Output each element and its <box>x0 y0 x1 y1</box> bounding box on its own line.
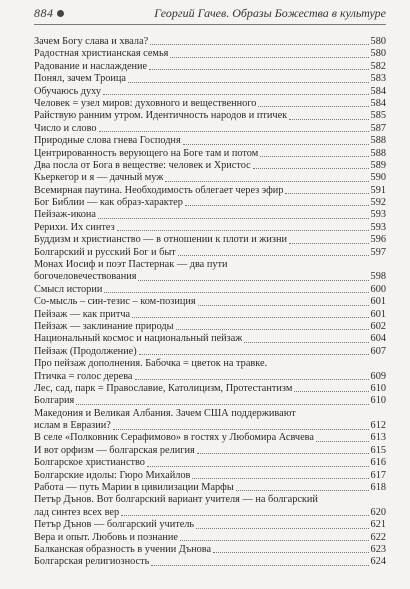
page-number: 884 <box>34 5 54 20</box>
toc-entry <box>34 234 386 246</box>
dot-leader <box>135 379 369 380</box>
toc-entry-title: Лес, сад, парк = Православие, Католицизм, Протестантизм <box>34 382 293 394</box>
dot-leader <box>260 156 368 157</box>
dot-leader <box>104 292 368 293</box>
toc-entry <box>34 48 386 60</box>
toc-entry-page: 602 <box>370 320 386 332</box>
toc-entry-title: Зачем Богу слава и хвала? <box>34 35 149 47</box>
toc-entry-title: Кьеркегор и я — дачный муж <box>34 172 164 184</box>
toc-entry <box>34 123 386 135</box>
dot-leader <box>197 453 369 454</box>
toc-entry-page: 588 <box>370 147 386 159</box>
toc-entry-page: 615 <box>370 444 386 456</box>
dot-leader <box>139 354 369 355</box>
toc-entry <box>34 544 386 556</box>
toc-entry-page: 593 <box>370 209 386 221</box>
toc-entry-page: 609 <box>370 370 386 382</box>
toc-entry-page: 590 <box>370 172 386 184</box>
toc-entry-page: 620 <box>370 506 386 518</box>
dot-leader <box>180 540 369 541</box>
dot-leader <box>258 106 368 107</box>
toc-entry <box>34 482 386 494</box>
toc-entry-title: лад синтез всех вер <box>34 506 120 518</box>
toc-entry <box>34 346 386 358</box>
toc-entry-page: 622 <box>370 531 386 543</box>
dot-leader <box>236 490 369 491</box>
toc-entry <box>34 333 386 345</box>
toc-entry-page: 598 <box>370 271 386 283</box>
running-title: Георгий Гачев. Образы Божества в культуре <box>154 5 386 20</box>
toc-entry <box>34 321 386 333</box>
toc-entry-title-line: Македония и Великая Албания. Зачем США поддерживают <box>34 407 296 419</box>
dot-leader <box>138 280 368 281</box>
toc-entry <box>34 433 386 445</box>
toc-entry <box>34 36 386 48</box>
toc-entry-title: Национальный космос и национальный пейзаж <box>34 333 243 345</box>
toc-entry-title: Пейзаж — заклинание природы <box>34 320 174 332</box>
dot-leader <box>165 181 368 182</box>
toc-entry <box>34 209 386 221</box>
toc-entry-page: 617 <box>370 469 386 481</box>
toc-entry-page: 580 <box>370 35 386 47</box>
toc-entry-page: 591 <box>370 184 386 196</box>
toc-entry-title-line: Петър Дънов. Вот болгарский вариант учителя — на болгарский <box>34 494 318 506</box>
dot-leader <box>76 404 368 405</box>
dot-leader <box>150 44 368 45</box>
toc-entry-title: ислам в Евразии? <box>34 420 111 432</box>
toc-entry <box>34 309 386 321</box>
dot-leader <box>196 528 368 529</box>
toc-entry-page: 604 <box>370 333 386 345</box>
dot-leader <box>149 69 368 70</box>
toc-entry <box>34 519 386 531</box>
dot-leader <box>316 441 369 442</box>
toc-entry-title: Работа — путь Марии в цивилизации Марфы <box>34 482 234 494</box>
dot-leader <box>99 131 369 132</box>
toc-entry-title: Центрированность верующего на Боге там и потом <box>34 147 259 159</box>
dot-leader <box>253 168 369 169</box>
toc-entry <box>34 296 386 308</box>
toc-entry-title: Обучаюсь духу <box>34 85 102 97</box>
toc-entry <box>34 86 386 98</box>
toc-entry-page: 587 <box>370 122 386 134</box>
toc-entry-page: 610 <box>370 382 386 394</box>
dot-leader <box>128 82 369 83</box>
dot-leader <box>121 515 368 516</box>
toc-entry <box>34 408 386 433</box>
toc-entry-title: Болгарское христианство <box>34 457 145 469</box>
header-rule <box>34 24 386 25</box>
running-header <box>34 2 386 24</box>
table-of-contents <box>34 36 386 589</box>
toc-entry-page: 584 <box>370 97 386 109</box>
toc-entry-title: В селе «Полковник Серафимово» в гостях у Любомира Асвчева <box>34 432 314 444</box>
toc-entry-page: 624 <box>370 556 386 568</box>
dot-leader <box>213 552 368 553</box>
toc-entry-title: Пейзаж-икона <box>34 209 96 221</box>
toc-entry-title: Два посла от Бога в веществе: человек и Христос <box>34 159 251 171</box>
toc-entry-page: 592 <box>370 197 386 209</box>
toc-entry-title-line: Про пейзаж дополнения. Бабочка = цветок на травке. <box>34 358 268 370</box>
toc-entry-page: 613 <box>370 432 386 444</box>
toc-entry-title: Балканская образность в учении Дънова <box>34 544 212 555</box>
toc-entry-title: Радостная христианская семья <box>34 48 169 60</box>
toc-entry <box>34 284 386 296</box>
toc-entry <box>34 556 386 568</box>
toc-entry <box>34 470 386 482</box>
toc-entry-title: Болгария <box>34 395 75 407</box>
toc-entry <box>34 259 386 284</box>
toc-entry-page: 582 <box>370 60 386 72</box>
toc-entry <box>34 160 386 172</box>
toc-entry-page: 601 <box>370 296 386 308</box>
toc-entry-title: Человек = узел миров: духовного и вещественного <box>34 97 257 109</box>
toc-entry-page: 585 <box>370 110 386 122</box>
toc-entry <box>34 185 386 197</box>
dot-leader <box>244 342 368 343</box>
dot-leader <box>294 391 368 392</box>
toc-entry-title: Болгарская религиозность <box>34 556 150 568</box>
toc-entry-page: 612 <box>370 420 386 432</box>
dot-leader <box>178 255 369 256</box>
toc-entry-title: Смысл истории <box>34 283 103 295</box>
dot-leader <box>98 218 369 219</box>
toc-entry <box>34 383 386 395</box>
dot-leader <box>151 565 368 566</box>
toc-entry-page: 601 <box>370 308 386 320</box>
toc-entry-title: Болгарский и русский Бог и быт <box>34 246 176 258</box>
toc-entry-title: Число и слово <box>34 122 97 134</box>
dot-leader <box>198 305 369 306</box>
toc-entry <box>34 247 386 259</box>
toc-entry-page: 600 <box>370 283 386 295</box>
toc-entry-title: Природные слова гнева Господня <box>34 135 181 147</box>
toc-entry-page: 618 <box>370 482 386 494</box>
toc-entry-title: Вера и опыт. Любовь и познание <box>34 531 178 543</box>
toc-entry-title: Петър Дънов — болгарский учитель <box>34 519 195 531</box>
toc-entry-page: 596 <box>370 234 386 246</box>
toc-entry <box>34 135 386 147</box>
toc-entry-page: 607 <box>370 345 386 357</box>
toc-entry-page: 584 <box>370 85 386 97</box>
toc-entry-title: Буддизм и христианство — в отношении к плоти и жизни <box>34 234 287 246</box>
toc-entry-page: 597 <box>370 246 386 258</box>
dot-leader <box>103 94 369 95</box>
dot-leader <box>192 478 368 479</box>
toc-entry-title: Бог Библии — как образ-характер <box>34 197 183 209</box>
toc-entry <box>34 197 386 209</box>
bullet-icon <box>57 10 64 17</box>
toc-entry <box>34 148 386 160</box>
toc-entry <box>34 110 386 122</box>
toc-entry-title: Радование и наслаждение <box>34 60 148 72</box>
toc-entry-page: 616 <box>370 457 386 469</box>
dot-leader <box>185 205 369 206</box>
toc-entry-title: Всемирная паутина. Необходимость облегает через эфир <box>34 184 284 196</box>
dot-leader <box>170 57 368 58</box>
toc-entry <box>34 61 386 73</box>
toc-entry-title: Рерихи. Их синтез <box>34 221 115 233</box>
toc-entry-page: 621 <box>370 519 386 531</box>
toc-entry <box>34 172 386 184</box>
toc-entry-title-line: Монах Иосиф и поэт Пастернак — два пути <box>34 259 228 271</box>
toc-entry <box>34 494 386 519</box>
toc-entry <box>34 445 386 457</box>
dot-leader <box>176 329 369 330</box>
toc-entry-page: 580 <box>370 48 386 60</box>
toc-entry <box>34 395 386 407</box>
dot-leader <box>147 466 369 467</box>
toc-entry-title: Понял, зачем Троица <box>34 73 126 85</box>
dot-leader <box>289 119 368 120</box>
toc-entry-page: 583 <box>370 73 386 85</box>
toc-entry <box>34 532 386 544</box>
dot-leader <box>132 317 368 318</box>
toc-entry-title: Болгарские идолы: Гюро Михайлов <box>34 469 191 481</box>
toc-entry-page: 610 <box>370 395 386 407</box>
toc-entry-page: 588 <box>370 135 386 147</box>
toc-entry-page: 623 <box>370 544 386 555</box>
toc-entry-title: Пейзаж — как притча <box>34 308 131 320</box>
toc-entry-page: 593 <box>370 221 386 233</box>
dot-leader <box>183 144 369 145</box>
toc-entry-page: 589 <box>370 159 386 171</box>
dot-leader <box>113 429 369 430</box>
toc-entry <box>34 457 386 469</box>
toc-entry <box>34 222 386 234</box>
toc-entry-title: Пейзаж (Продолжение) <box>34 345 137 357</box>
dot-leader <box>289 243 369 244</box>
toc-entry-title: Райствую ранним утром. Идентичность народов и птичек <box>34 110 288 122</box>
dot-leader <box>117 230 369 231</box>
toc-entry <box>34 358 386 383</box>
toc-entry-title: Птичка = голос дерева <box>34 370 133 382</box>
toc-entry-title: Со-мысль – син-тезис – ком-позиция <box>34 296 196 308</box>
toc-entry <box>34 98 386 110</box>
toc-entry-title: богочеловечествования <box>34 271 137 283</box>
toc-entry-title: И вот орфизм — болгарская религия <box>34 444 195 456</box>
toc-entry <box>34 73 386 85</box>
dot-leader <box>285 193 368 194</box>
